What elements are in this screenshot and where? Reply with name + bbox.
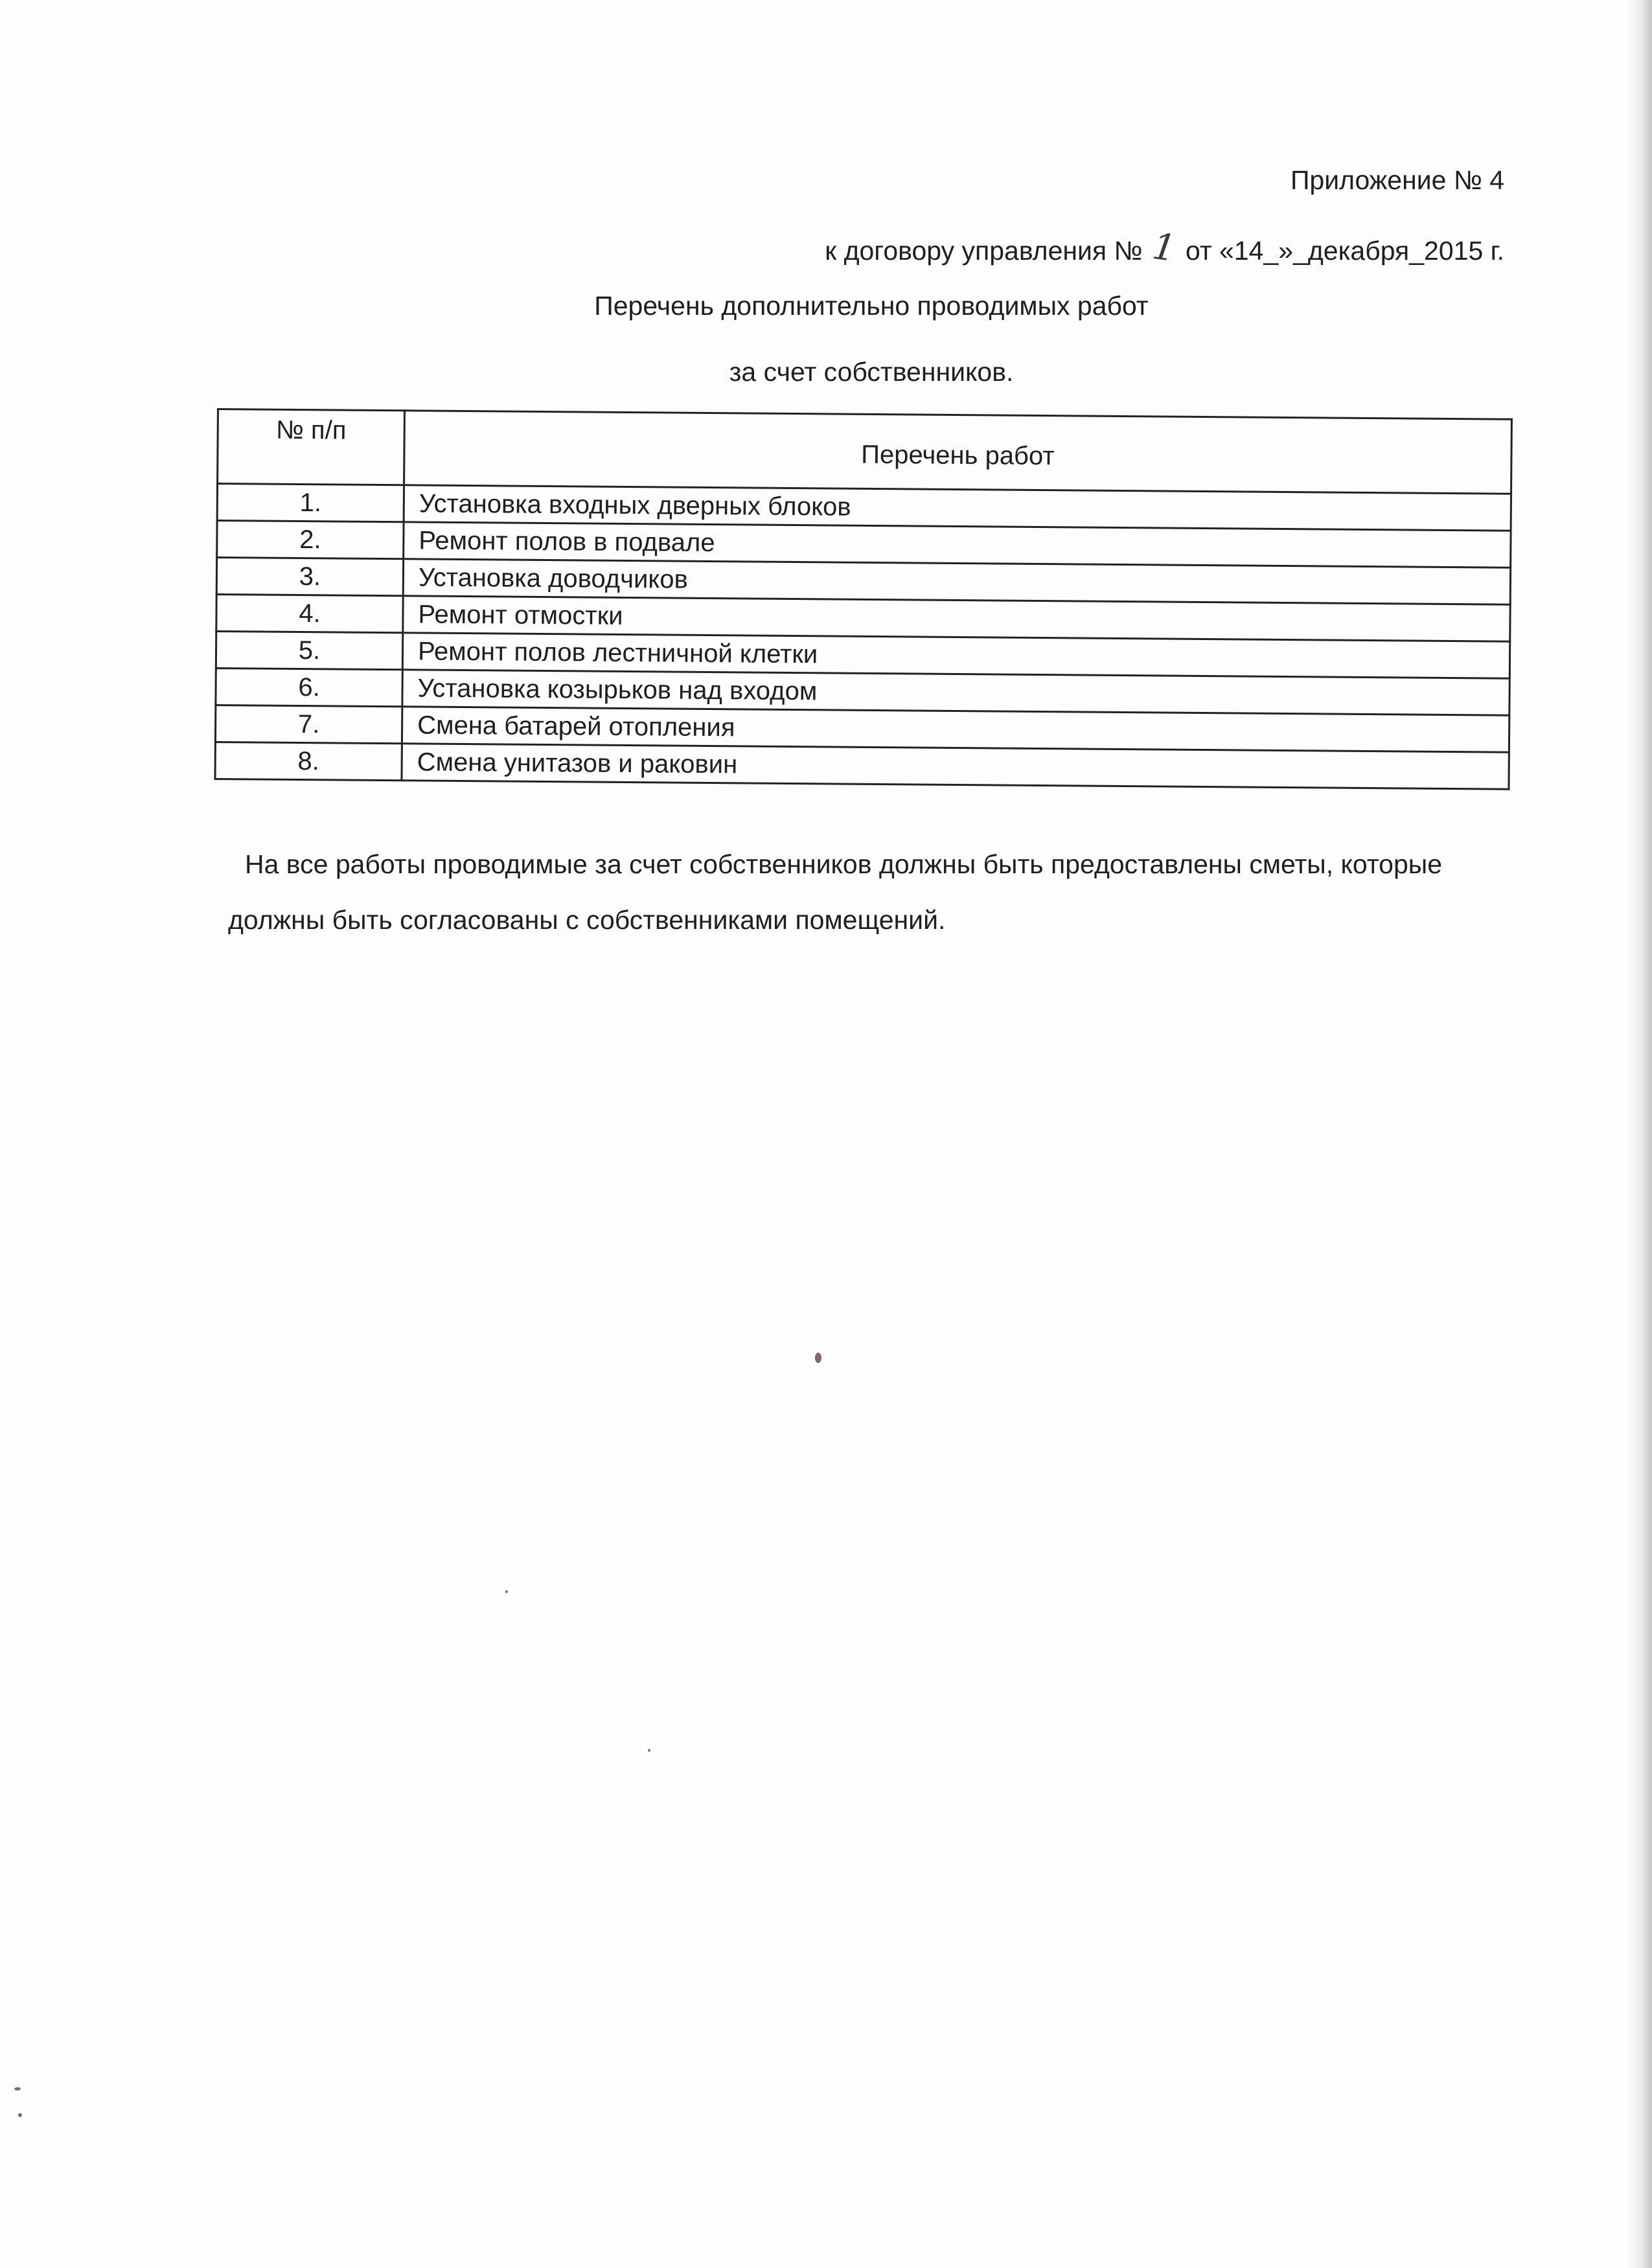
row-number: 3.: [216, 558, 403, 596]
row-work-name: Установка козырьков над входом: [402, 670, 1509, 715]
row-work-name: Ремонт отмостки: [403, 596, 1510, 641]
row-work-name: Смена батарей отопления: [402, 707, 1509, 752]
row-number: 4.: [216, 595, 403, 633]
handwritten-contract-number: 1: [1149, 225, 1178, 271]
row-work-name: Смена унитазов и раковин: [402, 744, 1509, 789]
row-work-name: Ремонт полов лестничной клетки: [402, 633, 1509, 678]
contract-prefix: к договору управления №: [825, 236, 1143, 266]
row-work-name: Установка входных дверных блоков: [404, 485, 1511, 531]
scan-speck: [18, 2113, 22, 2117]
appendix-label: Приложение № 4: [1290, 165, 1504, 195]
scan-edge-shadow: [1626, 0, 1652, 2268]
scan-speck: [14, 2087, 21, 2090]
column-header-works: Перечень работ: [404, 411, 1512, 494]
contract-date: от «14_»_декабря_2015 г.: [1185, 236, 1504, 266]
row-number: 5.: [216, 632, 402, 670]
row-number: 7.: [215, 705, 402, 743]
note-line-2: должны быть согласованы с собственниками помещений.: [228, 905, 946, 935]
row-work-name: Установка доводчиков: [403, 559, 1510, 604]
row-number: 1.: [217, 484, 404, 522]
document-subtitle: за счет собственников.: [729, 357, 1014, 387]
table-header-row: [218, 409, 1512, 494]
row-number: 8.: [215, 742, 402, 780]
column-header-number: № п/п: [218, 409, 405, 485]
scan-speck: [648, 1749, 650, 1752]
row-work-name: Ремонт полов в подвале: [404, 522, 1511, 567]
scan-speck: [815, 1353, 821, 1363]
row-number: 6.: [216, 668, 402, 706]
scan-speck: [505, 1590, 508, 1593]
row-number: 2.: [217, 521, 404, 559]
document-title: Перечень дополнительно проводимых работ: [594, 291, 1149, 321]
contract-reference: [825, 225, 1504, 271]
note-line-1: На все работы проводимые за счет собственников должны быть предоставлены сметы, которые: [245, 849, 1443, 879]
works-table-container: [214, 408, 1512, 790]
works-table: [214, 408, 1512, 790]
